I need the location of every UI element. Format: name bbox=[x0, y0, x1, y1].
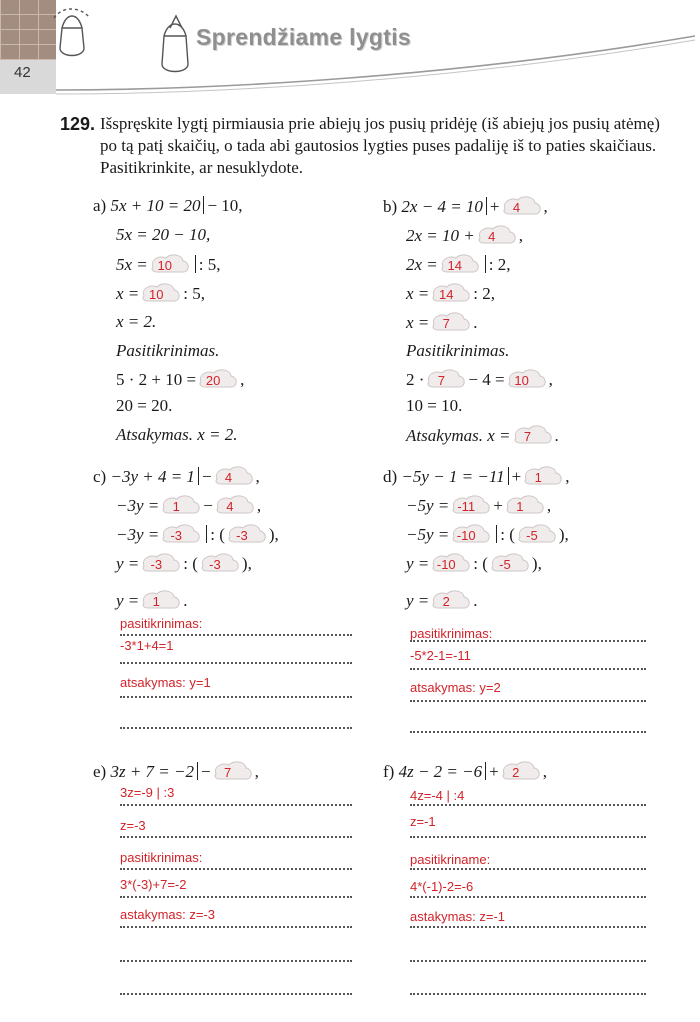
equation-part: : ( bbox=[473, 554, 488, 573]
answer-blank bbox=[213, 760, 253, 782]
equation-part: , bbox=[240, 370, 245, 389]
writing-line bbox=[410, 731, 646, 733]
item-b-line-4 bbox=[406, 282, 495, 305]
handwritten-answer-value: -3 bbox=[209, 557, 221, 572]
separator-bar bbox=[486, 197, 487, 215]
item-c-line-1 bbox=[93, 465, 260, 488]
equation-part: −5y = bbox=[406, 496, 450, 515]
writing-line bbox=[120, 926, 352, 928]
header-decoration bbox=[40, 6, 700, 96]
equation-part: , bbox=[255, 467, 260, 486]
item-a-check-title: Pasitikrinimas. bbox=[116, 341, 220, 360]
handwritten-answer-value: 4 bbox=[224, 470, 233, 485]
handwritten-answer-value: 1 bbox=[152, 594, 160, 609]
equation-part: ), bbox=[531, 554, 542, 573]
equation-part: c) bbox=[93, 467, 107, 486]
equation-part: 2x = bbox=[406, 255, 438, 274]
equation-part: Atsakymas. bbox=[406, 426, 483, 445]
handwritten-step: 3z=-9 | :3 bbox=[120, 785, 175, 800]
handwritten-answer-value: 4 bbox=[226, 499, 234, 514]
handwritten-answer-value: 7 bbox=[442, 316, 450, 331]
writing-line bbox=[410, 640, 646, 642]
answer-blank bbox=[431, 311, 471, 333]
item-d-line-2 bbox=[406, 494, 551, 517]
separator-bar bbox=[203, 196, 204, 214]
equation-part: + bbox=[489, 197, 500, 216]
answer-blank bbox=[161, 494, 201, 516]
equation-part: 2 · bbox=[406, 370, 425, 389]
answer-blank bbox=[214, 465, 254, 487]
writing-line bbox=[120, 727, 352, 729]
handwritten-step: 4z=-4 | :4 bbox=[410, 788, 465, 803]
equation-part: : ( bbox=[500, 525, 515, 544]
equation-part: ), bbox=[268, 525, 279, 544]
answer-blank bbox=[477, 224, 517, 246]
handwritten-answer-value: 14 bbox=[447, 258, 463, 273]
handwritten-answer-value: -10 bbox=[456, 528, 476, 543]
handwritten-answer-value: 10 bbox=[149, 287, 164, 302]
handwritten-answer-value: -5 bbox=[499, 557, 511, 572]
equation-part: − bbox=[203, 496, 213, 515]
separator-bar bbox=[508, 467, 509, 485]
equation-part: x = 2. bbox=[197, 425, 238, 444]
handwritten-check-title: pasitikrinimas: bbox=[120, 616, 203, 631]
answer-blank bbox=[200, 552, 240, 574]
answer-blank bbox=[440, 253, 480, 275]
equation-part: − bbox=[201, 762, 211, 781]
equation-part: y = bbox=[406, 554, 430, 573]
equation-part: −5y − 1 = −11 bbox=[401, 467, 505, 486]
separator-bar bbox=[485, 255, 486, 273]
handwritten-check: -3*1+4=1 bbox=[120, 638, 174, 653]
answer-blank bbox=[502, 195, 542, 217]
handwritten-answer-value: -5 bbox=[526, 528, 538, 543]
answer-blank bbox=[426, 368, 466, 390]
handwritten-check-title: pasitikrinimas: bbox=[410, 626, 493, 641]
answer-blank bbox=[451, 494, 491, 516]
answer-blank bbox=[227, 523, 267, 545]
handwritten-answer-value: -3 bbox=[236, 528, 248, 543]
answer-blank bbox=[431, 282, 471, 304]
equation-part: : ( bbox=[183, 554, 198, 573]
item-a-line-4 bbox=[116, 282, 205, 305]
writing-line bbox=[120, 960, 352, 962]
item-b-line-2 bbox=[406, 224, 523, 247]
equation-part: 5 · 2 + 10 = bbox=[116, 370, 197, 389]
writing-line bbox=[410, 926, 646, 928]
equation-part: + bbox=[493, 496, 503, 515]
equation-part: 5x + 10 = 20 bbox=[110, 196, 201, 215]
handwritten-answer-value: 1 bbox=[534, 470, 542, 485]
equation-part: 4z − 2 = −6 bbox=[398, 762, 483, 781]
answer-blank bbox=[501, 760, 541, 782]
answer-blank bbox=[215, 494, 255, 516]
equation-part: : 5, bbox=[183, 284, 206, 303]
equation-part: y = bbox=[406, 591, 430, 610]
item-c-line-5 bbox=[116, 589, 188, 612]
equation-part: −3y = bbox=[116, 525, 160, 544]
handwritten-answer-value: 2 bbox=[512, 765, 520, 780]
item-b-check-title: Pasitikrinimas. bbox=[406, 341, 510, 360]
equation-part: 2x = 10 + bbox=[406, 226, 475, 245]
answer-blank bbox=[523, 465, 563, 487]
answer-blank bbox=[505, 494, 545, 516]
handwritten-answer-value: 4 bbox=[488, 229, 496, 244]
answer-blank bbox=[431, 552, 471, 574]
writing-line bbox=[120, 836, 352, 838]
handwritten-step: z=-1 bbox=[410, 814, 436, 829]
equation-part: 2x − 4 = 10 bbox=[401, 197, 483, 216]
separator-bar bbox=[198, 467, 199, 485]
equation-part: f) bbox=[383, 762, 395, 781]
equation-part: , bbox=[543, 197, 548, 216]
equation-part: a) bbox=[93, 196, 107, 215]
equation-part: , bbox=[565, 467, 570, 486]
item-b-line-5 bbox=[406, 311, 478, 334]
item-d-line-3 bbox=[406, 523, 569, 546]
equation-part: , bbox=[546, 496, 552, 515]
item-a-answer bbox=[116, 424, 238, 446]
item-a-check-1 bbox=[116, 368, 244, 391]
equation-part: , bbox=[254, 762, 259, 781]
equation-part: x = bbox=[116, 284, 140, 303]
equation-part: . bbox=[554, 426, 559, 445]
item-b-check-1 bbox=[406, 368, 553, 391]
handwritten-check: 4*(-1)-2=-6 bbox=[410, 879, 474, 894]
equation-part: 3z + 7 = −2 bbox=[110, 762, 194, 781]
answer-blank bbox=[161, 523, 201, 545]
writing-line bbox=[120, 662, 352, 664]
answer-blank bbox=[517, 523, 557, 545]
page-number: 42 bbox=[14, 64, 31, 81]
equation-part: + bbox=[511, 467, 522, 486]
item-f-line-1 bbox=[383, 760, 547, 783]
equation-part: −3y = bbox=[116, 496, 160, 515]
equation-part: , bbox=[256, 496, 262, 515]
answer-blank bbox=[198, 368, 238, 390]
writing-line bbox=[410, 993, 646, 995]
item-a-check-2: 20 = 20. bbox=[116, 396, 173, 415]
item-d-line-5 bbox=[406, 589, 478, 612]
handwritten-check-title: pasitikriname: bbox=[410, 852, 491, 867]
separator-bar bbox=[485, 762, 486, 780]
writing-line bbox=[410, 960, 646, 962]
page-title: Sprendžiame lygtis bbox=[196, 24, 412, 50]
equation-part: ), bbox=[241, 554, 252, 573]
handwritten-answer-value: 14 bbox=[439, 287, 454, 302]
equation-part: e) bbox=[93, 762, 107, 781]
equation-part: d) bbox=[383, 467, 398, 486]
item-a-line-1 bbox=[93, 195, 243, 217]
separator-bar bbox=[496, 525, 497, 543]
item-d-line-1 bbox=[383, 465, 569, 488]
writing-line bbox=[410, 896, 646, 898]
equation-part: . bbox=[473, 313, 478, 332]
answer-blank bbox=[490, 552, 530, 574]
equation-part: − 4 = bbox=[468, 370, 505, 389]
writing-line bbox=[410, 668, 646, 670]
handwritten-answer: astakymas: z=-3 bbox=[120, 907, 216, 922]
separator-bar bbox=[195, 255, 196, 273]
equation-part: y = bbox=[116, 554, 140, 573]
separator-bar bbox=[197, 762, 198, 780]
item-a-line-3 bbox=[116, 253, 221, 276]
writing-line bbox=[120, 804, 352, 806]
separator-bar bbox=[206, 525, 207, 543]
handwritten-answer: astakymas: z=-1 bbox=[410, 909, 506, 924]
answer-blank bbox=[141, 282, 181, 304]
item-a-line-2: 5x = 20 − 10, bbox=[116, 225, 211, 244]
item-b-answer bbox=[406, 424, 559, 447]
item-a-line-5: x = 2. bbox=[116, 312, 157, 331]
handwritten-answer-value: 10 bbox=[157, 258, 173, 273]
equation-part: −5y = bbox=[406, 525, 450, 544]
handwritten-answer-value: 2 bbox=[442, 594, 450, 609]
item-b-check-2: 10 = 10. bbox=[406, 396, 463, 415]
handwritten-step: z=-3 bbox=[120, 818, 146, 833]
equation-part: : 2, bbox=[473, 284, 496, 303]
writing-line bbox=[410, 868, 646, 870]
answer-blank bbox=[507, 368, 547, 390]
item-d-line-4 bbox=[406, 552, 542, 575]
equation-part: + bbox=[489, 762, 499, 781]
handwritten-answer-value: 10 bbox=[514, 373, 529, 388]
writing-line bbox=[120, 868, 352, 870]
bucket-icon bbox=[162, 16, 188, 72]
equation-part: x = bbox=[406, 313, 430, 332]
handwritten-answer-value: 7 bbox=[523, 429, 532, 444]
equation-part: , bbox=[548, 370, 553, 389]
handwritten-answer-value: -3 bbox=[150, 557, 163, 572]
equation-part: ), bbox=[558, 525, 569, 544]
writing-line bbox=[120, 896, 352, 898]
handwritten-answer-value: 7 bbox=[437, 373, 446, 388]
writing-line bbox=[410, 804, 646, 806]
answer-blank bbox=[141, 589, 181, 611]
writing-line bbox=[410, 700, 646, 702]
answer-blank bbox=[141, 552, 181, 574]
writing-line bbox=[120, 634, 352, 636]
equation-part: 5x = bbox=[116, 255, 148, 274]
equation-part: −3y + 4 = 1 bbox=[110, 467, 195, 486]
equation-part: − bbox=[201, 467, 212, 486]
item-c-line-3 bbox=[116, 523, 279, 546]
item-b-line-3 bbox=[406, 253, 511, 276]
equation-part: . bbox=[183, 591, 188, 610]
equation-part: , bbox=[542, 762, 547, 781]
handwritten-answer-value: -3 bbox=[170, 528, 183, 543]
item-e-line-1 bbox=[93, 760, 259, 783]
task-statement: Išspręskite lygtį pirmiausia prie abiejų jos pusių pridėję (iš abiejų jos pusių atėmę) po tą patį skaičių, o tada abi gautosios lygties puses padaliję iš to paties skaičiaus. Pasitikrinkite, ar nesuklydote. bbox=[100, 114, 660, 177]
writing-line bbox=[410, 836, 646, 838]
equation-part: x = bbox=[406, 284, 430, 303]
equation-part: . bbox=[473, 591, 478, 610]
task-number: 129. bbox=[60, 114, 96, 134]
bucket-icon bbox=[54, 9, 90, 56]
handwritten-answer-value: 1 bbox=[172, 499, 180, 514]
handwritten-answer-value: 7 bbox=[223, 765, 232, 780]
equation-part: y = bbox=[116, 591, 140, 610]
equation-part: : 2, bbox=[488, 255, 511, 274]
answer-blank bbox=[431, 589, 471, 611]
handwritten-answer: atsakymas: y=1 bbox=[120, 675, 211, 690]
equation-part: b) bbox=[383, 197, 398, 216]
equation-part: Atsakymas. bbox=[116, 425, 193, 444]
item-c-line-4 bbox=[116, 552, 252, 575]
answer-blank bbox=[150, 253, 190, 275]
equation-part: , bbox=[518, 226, 523, 245]
equation-part: x = bbox=[487, 426, 511, 445]
writing-line bbox=[120, 696, 352, 698]
handwritten-answer-value: -10 bbox=[436, 557, 456, 572]
handwritten-check-title: pasitikrinimas: bbox=[120, 850, 203, 865]
handwritten-answer-value: 20 bbox=[205, 373, 221, 388]
equation-part: − 10, bbox=[207, 196, 243, 215]
handwritten-answer-value: 4 bbox=[512, 200, 521, 215]
equation-part: : ( bbox=[210, 525, 225, 544]
writing-line bbox=[120, 993, 352, 995]
handwritten-check: 3*(-3)+7=-2 bbox=[120, 877, 187, 892]
equation-part: : 5, bbox=[198, 255, 221, 274]
handwritten-check: -5*2-1=-11 bbox=[410, 648, 471, 663]
answer-blank bbox=[451, 523, 491, 545]
handwritten-answer: atsakymas: y=2 bbox=[410, 680, 501, 695]
handwritten-answer-value: -11 bbox=[457, 499, 476, 514]
handwritten-answer-value: 1 bbox=[516, 499, 524, 514]
answer-blank bbox=[513, 424, 553, 446]
item-b-line-1 bbox=[383, 195, 548, 218]
item-c-line-2 bbox=[116, 494, 261, 517]
